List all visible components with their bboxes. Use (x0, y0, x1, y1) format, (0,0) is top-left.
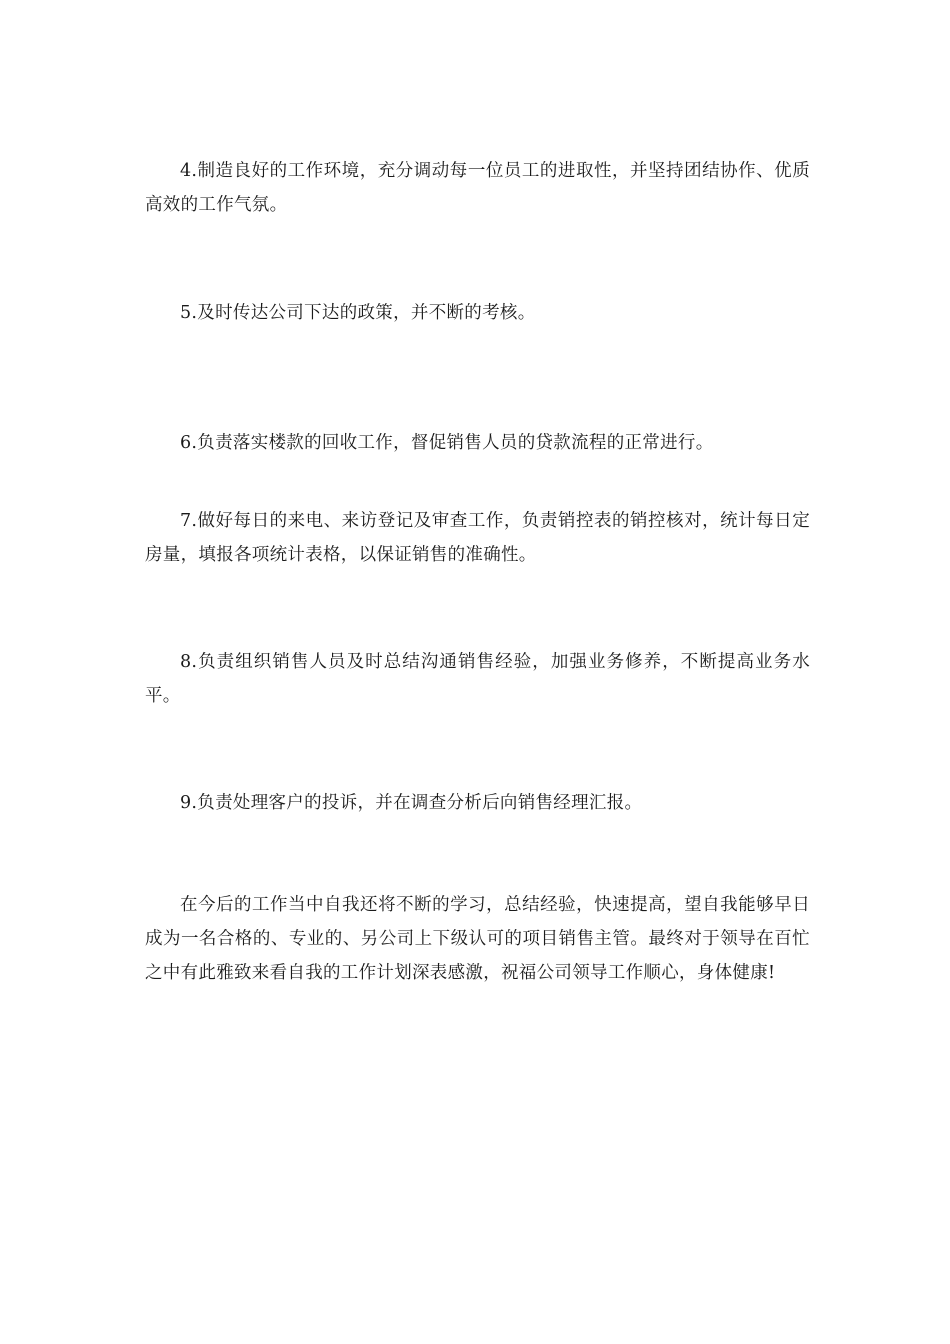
paragraph-item-8: 8.负责组织销售人员及时总结沟通销售经验，加强业务修养，不断提高业务水平。 (145, 652, 810, 706)
paragraph-item-7: 7.做好每日的来电、来访登记及审查工作，负责销控表的销控核对，统计每日定房量，填报各项统计表格，以保证销售的准确性。 (145, 511, 810, 565)
paragraph-item-5: 5.及时传达公司下达的政策，并不断的考核。 (180, 303, 536, 323)
paragraph-item-4: 4.制造良好的工作环境，充分调动每一位员工的进取性，并坚持团结协作、优质高效的工作气氛。 (145, 161, 810, 215)
paragraph-item-6: 6.负责落实楼款的回收工作，督促销售人员的贷款流程的正常进行。 (180, 433, 714, 453)
paragraph-item-9: 9.负责处理客户的投诉，并在调查分析后向销售经理汇报。 (180, 793, 643, 813)
closing-paragraph: 在今后的工作当中自我还将不断的学习，总结经验，快速提高，望自我能够早日成为一名合格的、专业的、另公司上下级认可的项目销售主管。最终对于领导在百忙之中有此雅致来看自我的工作计划深表感激，祝福公司领导工作顺心，身体健康! (145, 895, 810, 983)
